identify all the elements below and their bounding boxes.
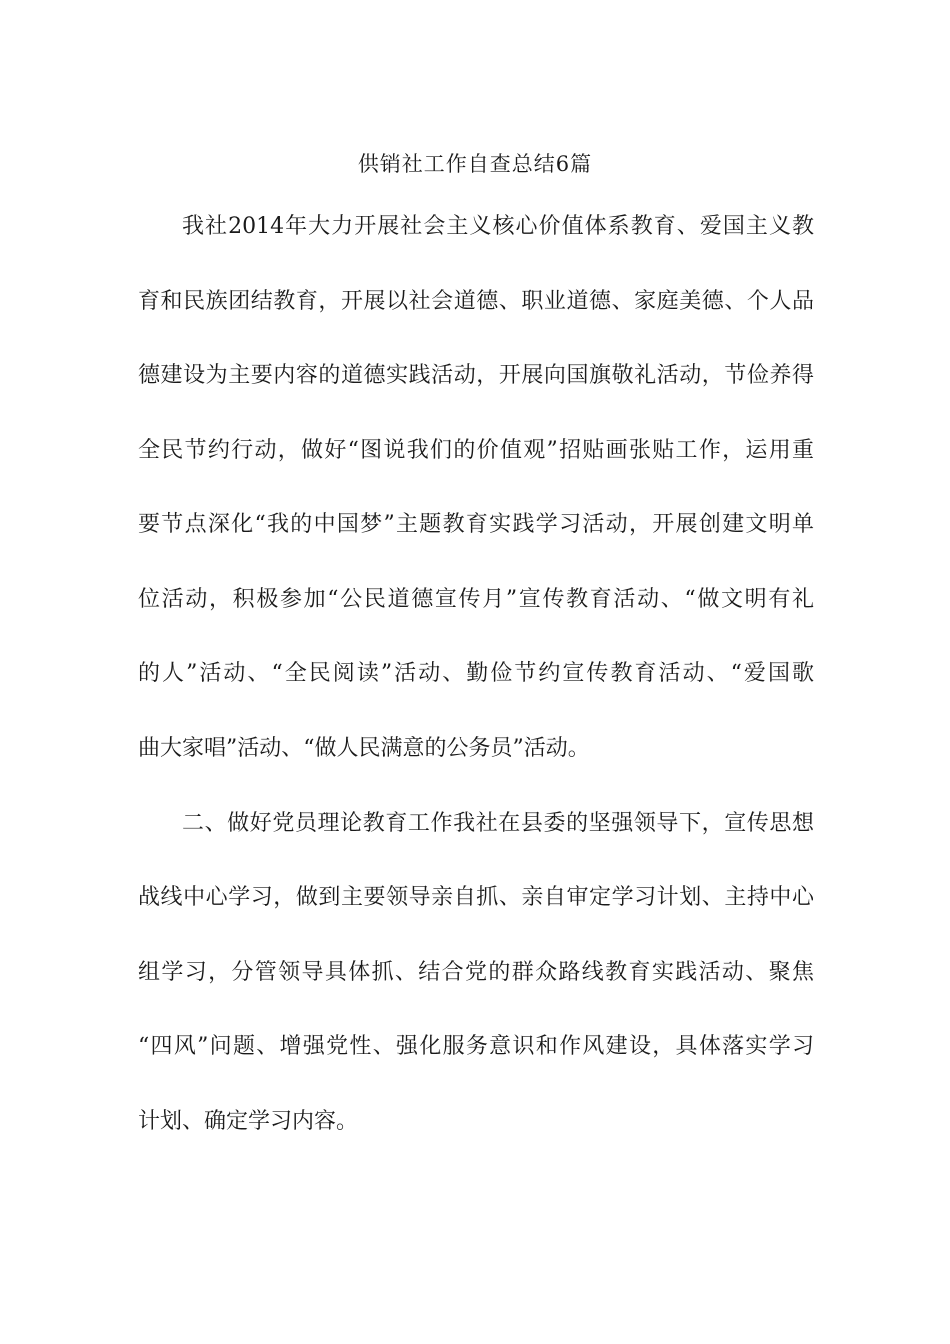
paragraph-1-line-4: 全民节约行动，做好“图说我们的价值观”招贴画张贴工作，运用重 [138,438,814,463]
paragraph-1-line-3: 德建设为主要内容的道德实践活动，开展向国旗敬礼活动，节俭养得 [138,363,814,388]
paragraph-1-line-1: 我社2014年大力开展社会主义核心价值体系教育、爱国主义教 [182,214,814,239]
paragraph-2-line-5: 计划、确定学习内容。 [138,1109,359,1134]
paragraph-1-line-6: 位活动，积极参加“公民道德宣传月”宣传教育活动、“做文明有礼 [138,587,814,612]
paragraph-2-line-1: 二、做好党员理论教育工作我社在县委的坚强领导下，宣传思想 [182,811,814,836]
paragraph-2-line-3: 组学习，分管领导具体抓、结合党的群众路线教育实践活动、聚焦 [138,960,814,985]
paragraph-1-line-7: 的人”活动、“全民阅读”活动、勤俭节约宣传教育活动、“爱国歌 [138,661,814,686]
paragraph-1-line-5: 要节点深化“我的中国梦”主题教育实践学习活动，开展创建文明单 [138,512,814,537]
paragraph-2-line-4: “四风”问题、增强党性、强化服务意识和作风建设，具体落实学习 [138,1034,814,1059]
paragraph-1-line-8: 曲大家唱”活动、“做人民满意的公务员”活动。 [138,736,590,761]
document-title: 供销社工作自查总结6篇 [357,152,593,176]
paragraph-1-line-2: 育和民族团结教育，开展以社会道德、职业道德、家庭美德、个人品 [138,289,814,314]
paragraph-2-line-2: 战线中心学习，做到主要领导亲自抓、亲自审定学习计划、主持中心 [138,885,814,910]
